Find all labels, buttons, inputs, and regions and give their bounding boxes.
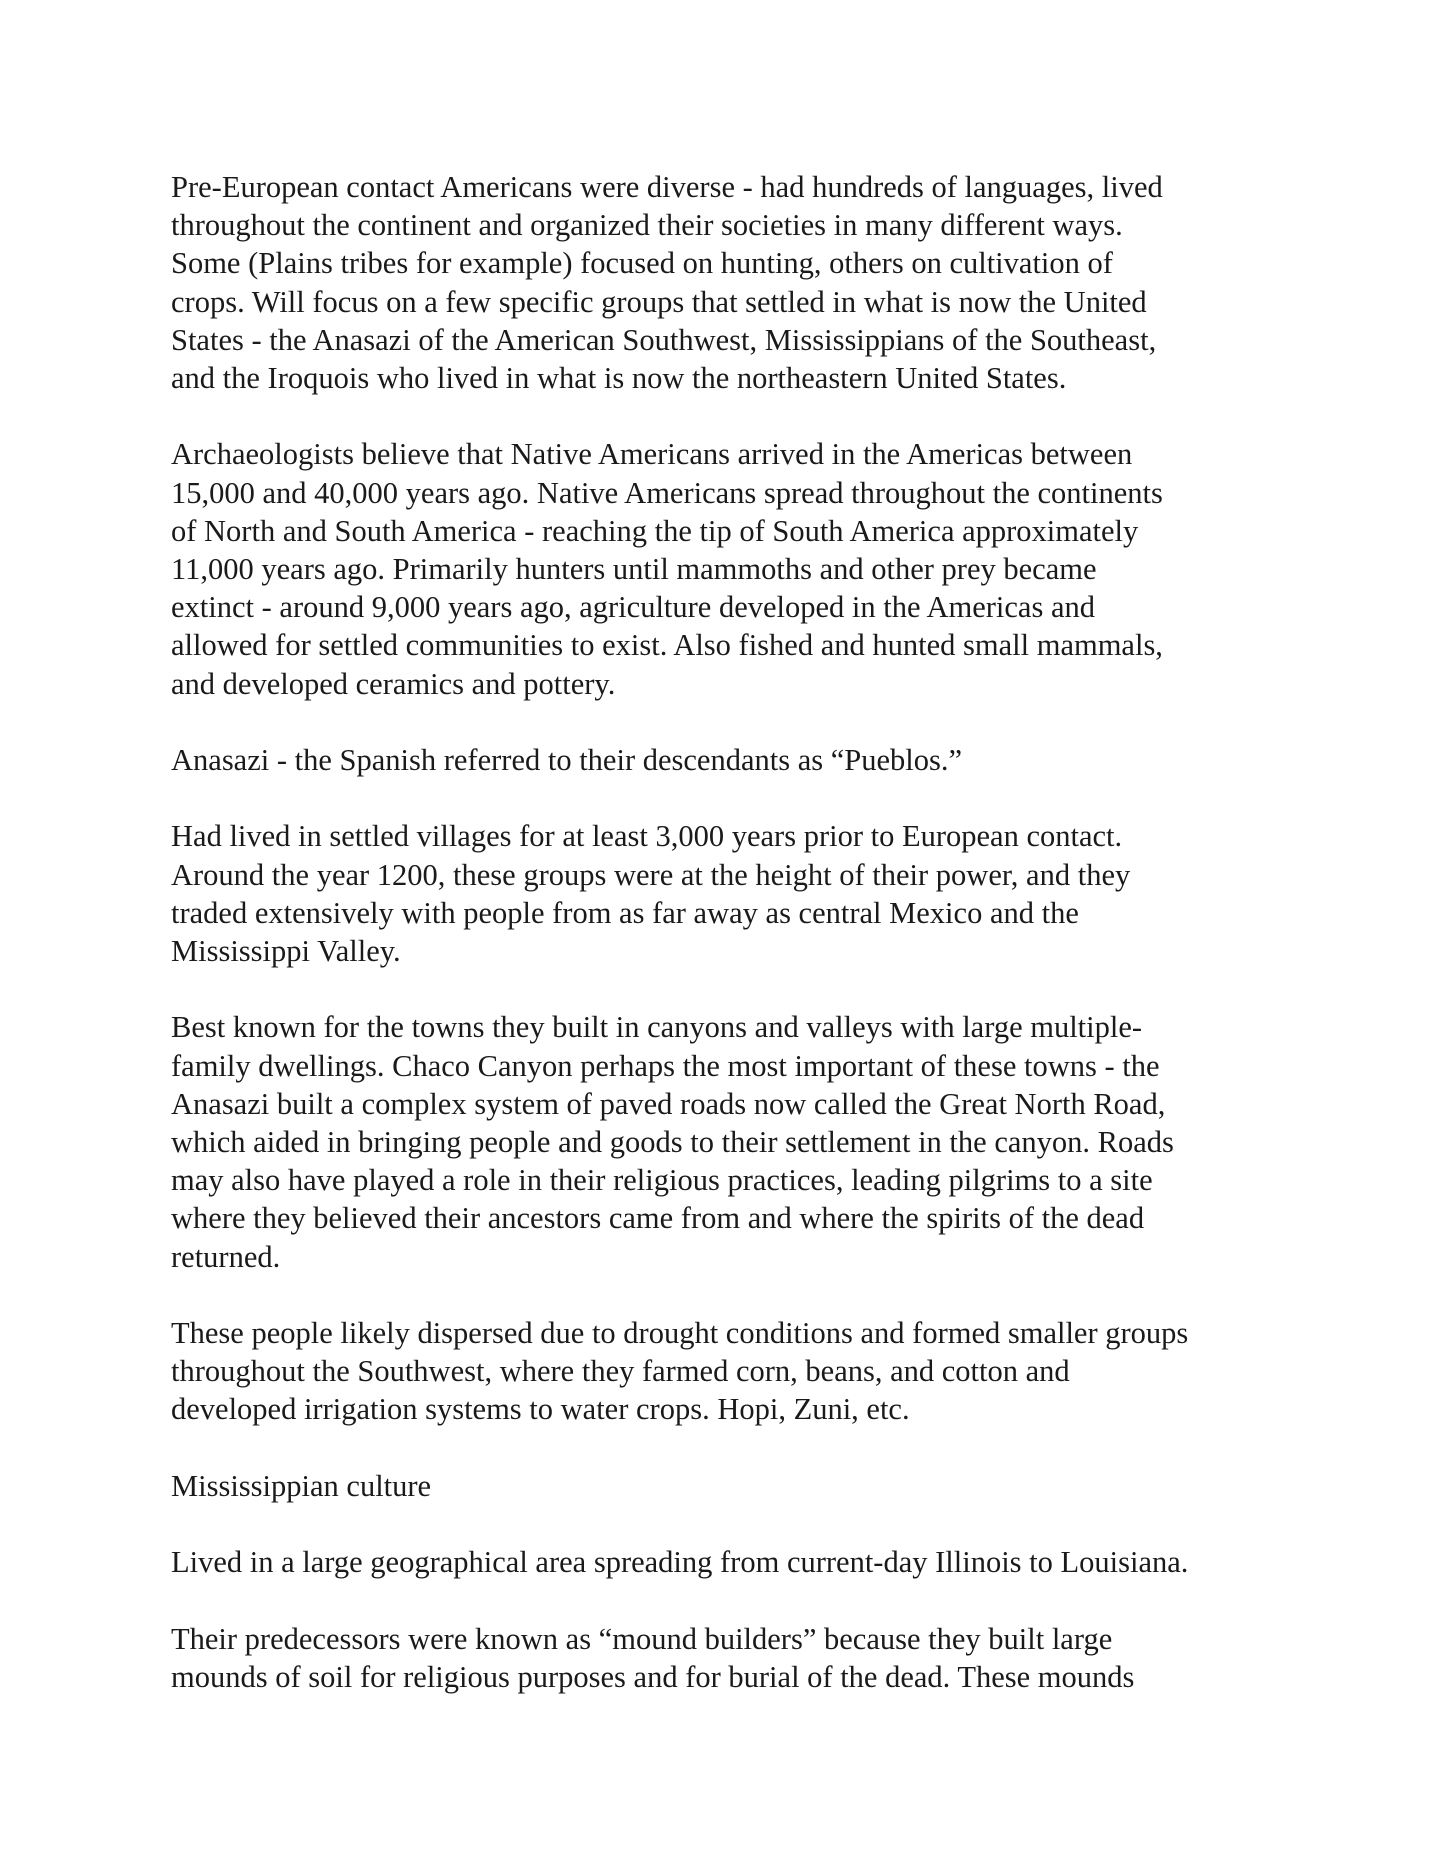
paragraph bbox=[171, 741, 1301, 779]
paragraph bbox=[171, 1620, 1301, 1696]
text-line: extinct - around 9,000 years ago, agriculture developed in the Americas and bbox=[171, 590, 1095, 625]
text-line: which aided in bringing people and goods to their settlement in the canyon. Roads bbox=[171, 1125, 1174, 1160]
text-line: mounds of soil for religious purposes and for burial of the dead. These mounds bbox=[171, 1659, 1135, 1694]
text-line: States - the Anasazi of the American Southwest, Mississippians of the Southeast, bbox=[171, 322, 1157, 357]
text-line: may also have played a role in their religious practices, leading pilgrims to a site bbox=[171, 1163, 1153, 1198]
paragraph bbox=[171, 435, 1301, 702]
text-line: Anasazi built a complex system of paved roads now called the Great North Road, bbox=[171, 1086, 1166, 1121]
text-line: These people likely dispersed due to drought conditions and formed smaller groups bbox=[171, 1316, 1189, 1351]
text-line: 11,000 years ago. Primarily hunters until mammoths and other prey became bbox=[171, 552, 1097, 587]
text-line: Best known for the towns they built in canyons and valleys with large multiple- bbox=[171, 1010, 1143, 1045]
paragraph bbox=[171, 168, 1301, 397]
document-body bbox=[171, 168, 1301, 1696]
paragraph bbox=[171, 1467, 1301, 1505]
paragraph bbox=[171, 817, 1301, 970]
paragraph bbox=[171, 1008, 1301, 1275]
paragraph bbox=[171, 1314, 1301, 1429]
text-line: Anasazi - the Spanish referred to their descendants as “Pueblos.” bbox=[171, 743, 963, 778]
text-line: of North and South America - reaching the tip of South America approximately bbox=[171, 513, 1139, 548]
text-line: Lived in a large geographical area spreading from current-day Illinois to Louisiana. bbox=[171, 1545, 1189, 1580]
text-line: throughout the continent and organized their societies in many different ways. bbox=[171, 208, 1123, 243]
text-line: returned. bbox=[171, 1239, 281, 1274]
text-line: Some (Plains tribes for example) focused on hunting, others on cultivation of bbox=[171, 246, 1113, 281]
text-line: Mississippian culture bbox=[171, 1468, 432, 1503]
text-line: family dwellings. Chaco Canyon perhaps the most important of these towns - the bbox=[171, 1048, 1160, 1083]
text-line: where they believed their ancestors came from and where the spirits of the dead bbox=[171, 1201, 1145, 1236]
paragraph bbox=[171, 1543, 1301, 1581]
text-line: Had lived in settled villages for at least 3,000 years prior to European contact. bbox=[171, 819, 1123, 854]
text-line: developed irrigation systems to water crops. Hopi, Zuni, etc. bbox=[171, 1392, 910, 1427]
text-line: Their predecessors were known as “mound builders” because they built large bbox=[171, 1621, 1113, 1656]
text-line: 15,000 and 40,000 years ago. Native Americans spread throughout the continents bbox=[171, 475, 1163, 510]
text-line: Archaeologists believe that Native Americans arrived in the Americas between bbox=[171, 437, 1133, 472]
text-line: traded extensively with people from as far away as central Mexico and the bbox=[171, 895, 1079, 930]
text-line: Mississippi Valley. bbox=[171, 934, 401, 969]
text-line: and the Iroquois who lived in what is now the northeastern United States. bbox=[171, 361, 1067, 396]
text-line: Pre-European contact Americans were diverse - had hundreds of languages, lived bbox=[171, 170, 1163, 204]
text-line: Around the year 1200, these groups were at the height of their power, and they bbox=[171, 857, 1131, 892]
text-line: throughout the Southwest, where they farmed corn, beans, and cotton and bbox=[171, 1354, 1070, 1389]
text-line: crops. Will focus on a few specific groups that settled in what is now the United bbox=[171, 284, 1147, 319]
text-line: and developed ceramics and pottery. bbox=[171, 666, 616, 701]
text-line: allowed for settled communities to exist. Also fished and hunted small mammals, bbox=[171, 628, 1163, 663]
